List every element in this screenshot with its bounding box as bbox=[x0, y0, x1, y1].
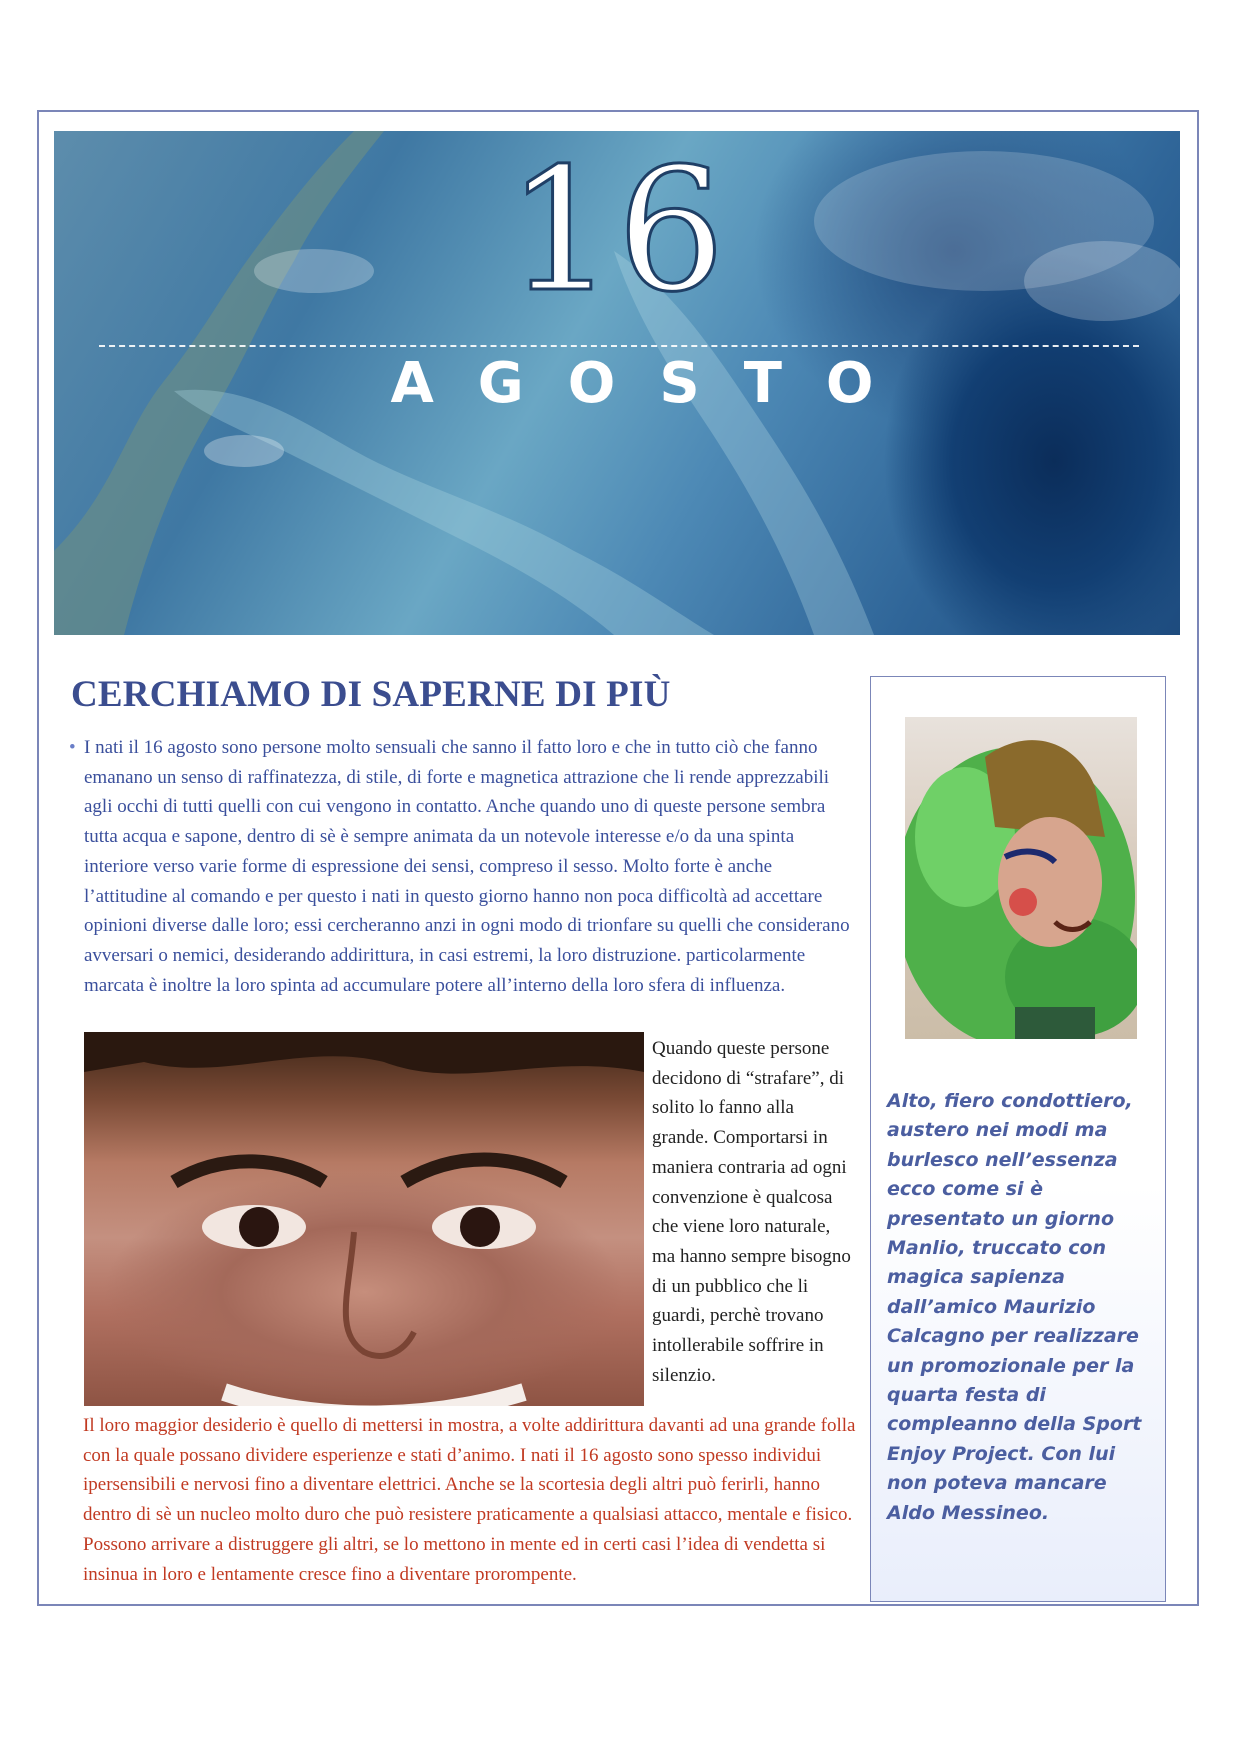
header-banner bbox=[54, 131, 1180, 635]
face-illustration bbox=[84, 1032, 644, 1406]
face-photo bbox=[84, 1032, 644, 1406]
dashed-divider bbox=[99, 345, 1139, 347]
red-paragraph: Il loro maggior desiderio è quello di mettersi in mostra, a volte addirittura davanti ad una grande folla con la quale possano dividere esperienze e stati d’animo. I nati il 16 agosto sono spesso individui ipersensibili e nervosi fino a diventare elettrici. Anche se la scortesia degli altri può ferirli, hanno dentro di sè un nucleo molto duro che può resistere praticamente a qualsiasi attacco, mentale e fisico. Possono arrivare a distruggere gli altri, se lo mettono in mente ed in certi casi l’idea di vendetta si insinua in loro e lentamente cresce fino a diventare prorompente. bbox=[83, 1415, 856, 1585]
photo-caption: Alto, fiero condottiero, austero nei modi ma burlesco nell’essenza ecco come si è presentato un giorno Manlio, truccato con magica sapienza dall’amico Maurizio Calcagno per realizzare un promozionale per la quarta festa di compleanno della Sport Enjoy Project. Con lui non poteva mancare Aldo Messineo. bbox=[887, 1090, 1142, 1524]
sidebar-box bbox=[870, 676, 1166, 1602]
bullet-icon: • bbox=[69, 737, 76, 758]
article-title: CERCHIAMO DI SAPERNE DI PIÙ bbox=[71, 674, 671, 715]
masked-man-photo bbox=[905, 717, 1137, 1039]
month-name: AGOSTO bbox=[390, 351, 918, 416]
side-paragraph: Quando queste persone decidono di “strafare”, di solito lo fanno alla grande. Comportarsi in maniera contraria ad ogni convenzione è qualcosa che viene loro naturale, ma hanno sempre bisogno di un pubblico che li guardi, perchè trovano intollerabile soffrire in silenzio. bbox=[652, 1038, 851, 1386]
masked-man-illustration bbox=[905, 717, 1137, 1039]
day-number: 16 bbox=[506, 132, 728, 330]
lead-paragraph: I nati il 16 agosto sono persone molto sensuali che sanno il fatto loro e che in tutto ciò che fanno emanano un senso di raffinatezza, di stile, di forte e magnetica attrazione che li rende apprezzabili agli occhi di tutti quelli con cui vengono in contatto. Anche quando uno di queste persone sembra tutta acqua e sapone, dentro di sè è sempre animata da un notevole interesse e/o da una spinta interiore verso varie forme di espressione dei sensi, compreso il sesso. Molto forte è anche l’attitudine al comando e per questo i nati in questo giorno hanno non poca difficoltà ad accettare opinioni diverse dalle loro; essi cercheranno anzi in ogni modo di trionfare su quelli che considerano avversari o nemici, desiderando addirittura, in casi estremi, la loro distruzione. particolarmente marcata è inoltre la loro spinta ad accumulare potere all’interno della loro sfera di influenza. bbox=[84, 737, 850, 996]
